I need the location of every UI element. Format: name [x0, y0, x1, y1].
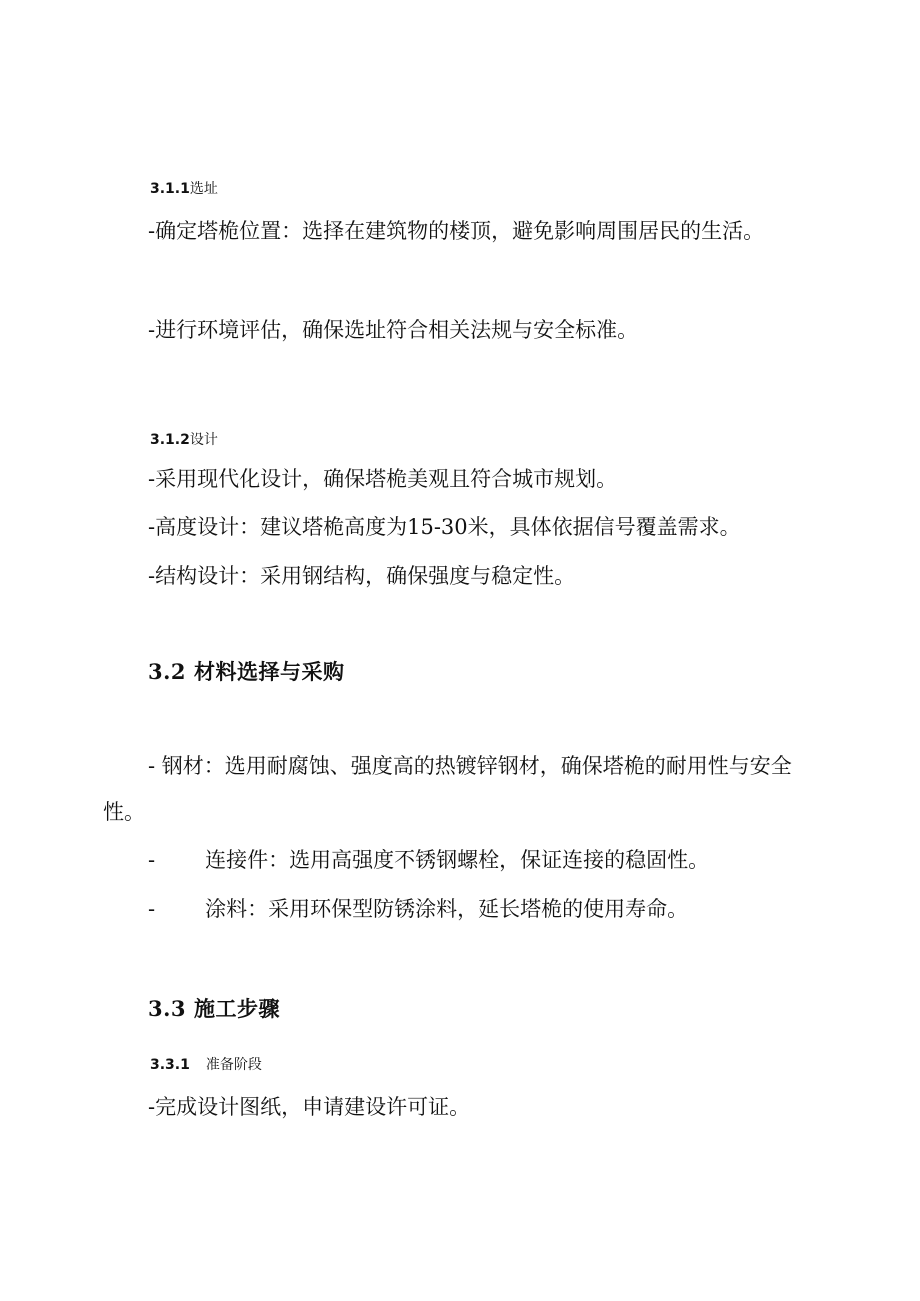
paragraph-coating — [148, 895, 688, 923]
section-title: 施工步骤 — [194, 996, 281, 1021]
connectors-text: 连接件：选用高强度不锈钢螺栓，保证连接的稳固性。 — [205, 848, 710, 872]
list-dash: - — [148, 897, 156, 921]
list-dash: - — [148, 848, 156, 872]
section-number: 3.2 — [148, 659, 187, 684]
subsection-number: 3.3.1 — [150, 1057, 190, 1073]
paragraph-height-design: -高度设计：建议塔桅高度为15-30米，具体依据信号覆盖需求。 — [148, 515, 741, 539]
subsection-heading-3-1-2 — [150, 429, 218, 449]
paragraph-steel-material: - 钢材：选用耐腐蚀、强度高的热镀锌钢材，确保塔桅的耐用性与安全性。 — [103, 754, 792, 824]
subsection-title: 选址 — [189, 181, 218, 197]
section-number: 3.3 — [148, 996, 187, 1021]
subsection-number: 3.1.1 — [150, 181, 190, 197]
section-heading-3-3 — [148, 993, 280, 1023]
coating-text: 涂料：采用环保型防锈涂料，延长塔桅的使用寿命。 — [205, 897, 689, 921]
subsection-heading-3-1-1 — [150, 178, 218, 198]
section-title: 材料选择与采购 — [194, 659, 345, 684]
subsection-heading-3-3-1 — [150, 1054, 262, 1074]
paragraph-structure-design: -结构设计：采用钢结构，确保强度与稳定性。 — [148, 564, 576, 588]
subsection-number: 3.1.2 — [150, 432, 190, 448]
paragraph-prepare-drawings: -完成设计图纸，申请建设许可证。 — [148, 1095, 471, 1119]
section-heading-3-2 — [148, 656, 345, 686]
paragraph-modern-design: -采用现代化设计，确保塔桅美观且符合城市规划。 — [148, 467, 618, 491]
paragraph-connectors — [148, 846, 709, 874]
subsection-title: 设计 — [189, 432, 218, 448]
paragraph-environment-assessment: -进行环境评估，确保选址符合相关法规与安全标准。 — [148, 318, 639, 342]
paragraph-site-location: -确定塔桅位置：选择在建筑物的楼顶，避免影响周围居民的生活。 — [148, 219, 765, 243]
subsection-title: 准备阶段 — [205, 1057, 262, 1073]
